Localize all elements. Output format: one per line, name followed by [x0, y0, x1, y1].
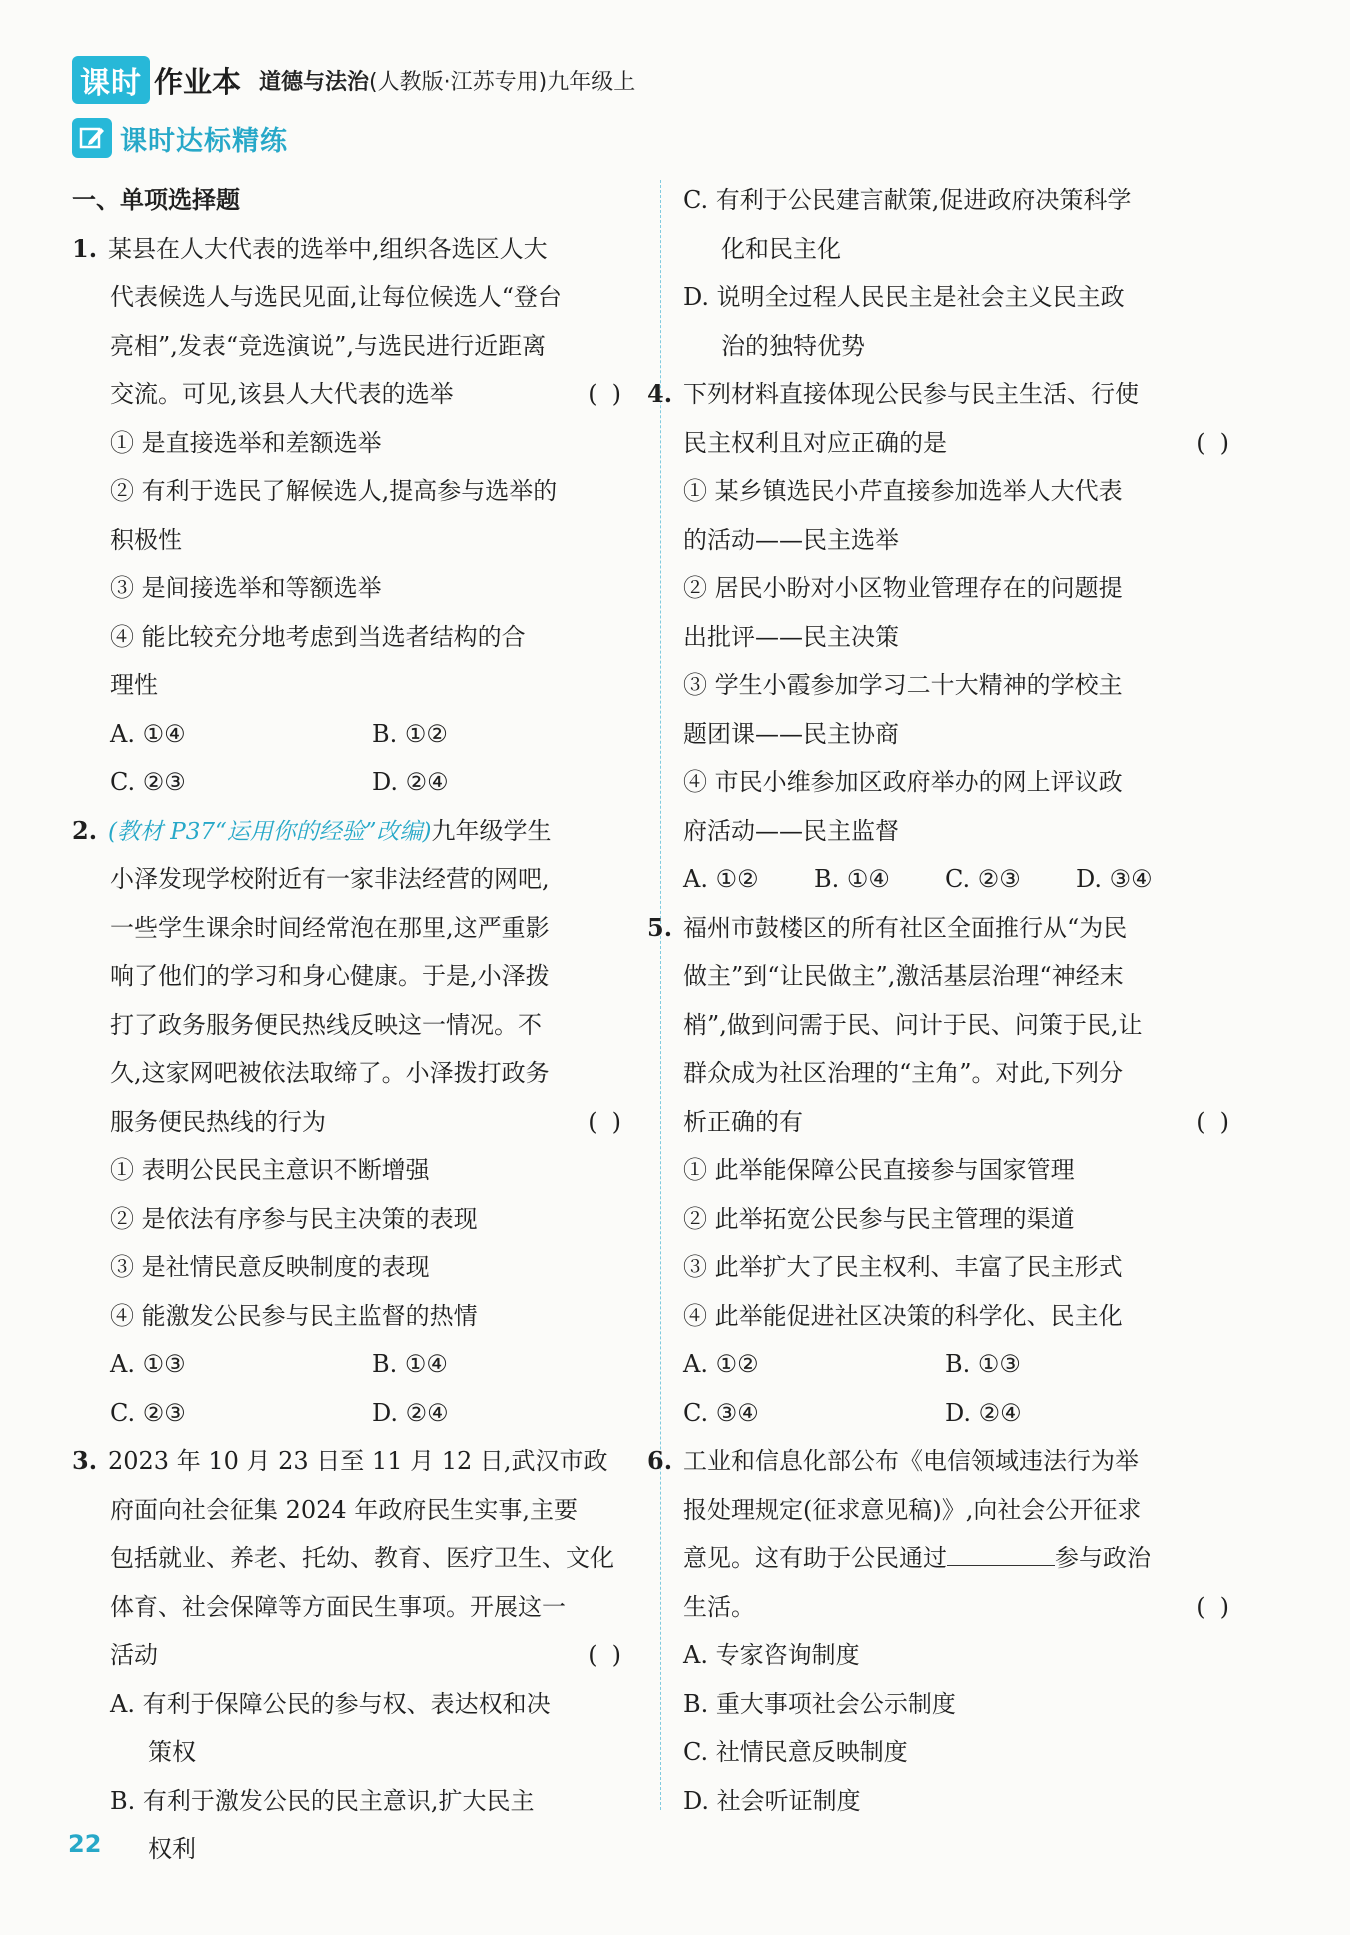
question-stem: 包括就业、养老、托幼、教育、医疗卫生、文化 [110, 1544, 614, 1572]
question-number: 4. [647, 379, 673, 408]
question-number: 5. [647, 912, 673, 942]
question-stem: 体育、社会保障等方面民生事项。开展这一 [110, 1592, 566, 1621]
statement-item: ② 此举拓宽公民参与民主管理的渠道 [683, 1204, 1075, 1233]
question-stem: 群众成为社区治理的“主角”。对此,下列分 [683, 1059, 1124, 1087]
question-number: 3. [72, 1446, 98, 1475]
subject-detail: (人教版·江苏专用)九年级上 [369, 69, 636, 95]
option-a[interactable]: A. ①③ [110, 1350, 186, 1378]
option-a[interactable]: A. 专家咨询制度 [683, 1641, 860, 1669]
answer-paren[interactable]: () [588, 380, 635, 408]
option-d[interactable]: D. ②④ [945, 1398, 1022, 1427]
question-stem: 小泽发现学校附近有一家非法经营的网吧, [110, 865, 550, 893]
question-5 [647, 904, 1243, 1438]
option-b[interactable]: B. 有利于激发公民的民主意识,扩大民主 [110, 1786, 535, 1815]
question-stem: 代表候选人与选民见面,让每位候选人“登台 [110, 283, 562, 311]
option-d[interactable]: D. ②④ [372, 768, 449, 796]
question-stem: 梢”,做到问需于民、问计于民、问策于民,让 [683, 1010, 1143, 1039]
question-stem: 参与政治 [1055, 1544, 1151, 1572]
question-stem: 久,这家网吧被依法取缔了。小泽拨打政务 [110, 1059, 550, 1087]
option-a[interactable]: A. 有利于保障公民的参与权、表达权和决 [110, 1689, 551, 1718]
section-title: 课时达标精练 [120, 125, 288, 157]
question-stem: 某县在人大代表的选举中,组织各选区人大 [108, 234, 548, 263]
question-stem: 九年级学生 [431, 816, 552, 845]
answer-paren[interactable]: () [588, 1641, 635, 1669]
statement-item: ④ 能比较充分地考虑到当选者结构的合 [110, 622, 526, 651]
section-banner [72, 116, 288, 160]
fill-blank[interactable] [947, 1539, 1055, 1566]
question-stem: 工业和信息化部公布《电信领域违法行为举 [683, 1447, 1139, 1475]
page-number: 22 [68, 1830, 102, 1858]
question-stem: 福州市鼓楼区的所有社区全面推行从“为民 [683, 913, 1128, 942]
option-a-cont[interactable]: 策权 [148, 1738, 196, 1766]
statement-item: ③ 学生小霞参加学习二十大精神的学校主 [683, 671, 1123, 699]
question-stem: 析正确的有 [683, 1107, 803, 1136]
statement-item: 题团课——民主协商 [683, 719, 899, 748]
option-b[interactable]: B. 重大事项社会公示制度 [683, 1689, 956, 1718]
logo-box: 课时 [72, 56, 150, 104]
statement-item: ① 某乡镇选民小芹直接参加选举人大代表 [683, 477, 1123, 505]
option-d-cont[interactable]: 治的独特优势 [721, 331, 865, 360]
option-c[interactable]: C. 社情民意反映制度 [683, 1738, 908, 1766]
option-d[interactable]: D. ③④ [1076, 865, 1153, 893]
statement-item: ① 是直接选举和差额选举 [110, 428, 382, 457]
question-2 [72, 807, 635, 1438]
option-c[interactable]: C. ②③ [110, 768, 186, 796]
option-b[interactable]: B. ①③ [945, 1350, 1021, 1378]
option-a[interactable]: A. ①② [683, 865, 759, 893]
book-header [72, 56, 635, 104]
answer-paren[interactable]: () [1196, 428, 1243, 457]
question-stem: 服务便民热线的行为 [110, 1107, 326, 1136]
option-c-cont[interactable]: 化和民主化 [721, 234, 841, 263]
question-6 [647, 1437, 1243, 1825]
option-a[interactable]: A. ①② [683, 1350, 759, 1378]
question-stem: 活动 [110, 1641, 158, 1669]
pencil-edit-icon [72, 118, 112, 158]
statement-item: ③ 是间接选举和等额选举 [110, 574, 382, 602]
question-source: (教材 P37“运用你的经验”改编) [108, 818, 432, 845]
right-column [647, 176, 1243, 1825]
question-1 [72, 225, 635, 807]
question-stem: 做主”到“让民做主”,激活基层治理“神经末 [683, 962, 1124, 990]
option-b[interactable]: B. ①④ [814, 865, 890, 893]
statement-item: ③ 是社情民意反映制度的表现 [110, 1253, 430, 1281]
option-b[interactable]: B. ①② [372, 719, 448, 748]
question-stem: 生活。 [683, 1592, 755, 1621]
statement-item: 的活动——民主选举 [683, 525, 899, 554]
question-stem: 2023 年 10 月 23 日至 11 月 12 日,武汉市政 [108, 1447, 608, 1475]
question-number: 6. [647, 1446, 673, 1475]
statement-item: ① 表明公民民主意识不断增强 [110, 1156, 430, 1184]
statement-item: ① 此举能保障公民直接参与国家管理 [683, 1156, 1075, 1184]
question-stem: 下列材料直接体现公民参与民主生活、行使 [683, 380, 1139, 408]
question-number: 1. [72, 233, 98, 263]
question-3 [72, 1437, 635, 1874]
question-stem: 府面向社会征集 2024 年政府民生实事,主要 [110, 1495, 578, 1524]
option-b[interactable]: B. ①④ [372, 1350, 448, 1378]
option-d[interactable]: D. 社会听证制度 [683, 1786, 861, 1815]
statement-item: ④ 能激发公民参与民主监督的热情 [110, 1301, 478, 1330]
statement-item: ② 是依法有序参与民主决策的表现 [110, 1204, 478, 1233]
answer-paren[interactable]: () [588, 1107, 635, 1136]
question-stem: 意见。这有助于公民通过 [683, 1544, 947, 1572]
question-stem: 报处理规定(征求意见稿)》,向社会公开征求 [683, 1495, 1142, 1524]
statement-item: 出批评——民主决策 [683, 622, 899, 651]
answer-paren[interactable]: () [1196, 1107, 1243, 1136]
option-c[interactable]: C. 有利于公民建言献策,促进政府决策科学 [683, 186, 1132, 214]
left-column [72, 176, 635, 1874]
question-3-continued [683, 176, 1243, 370]
option-a[interactable]: A. ①④ [110, 719, 186, 748]
logo-text: 作业本 [154, 64, 242, 99]
option-b-cont[interactable]: 权利 [148, 1835, 196, 1863]
question-stem: 一些学生课余时间经常泡在那里,这严重影 [110, 913, 550, 942]
column-divider [660, 180, 661, 1810]
question-number: 2. [72, 815, 98, 845]
option-d[interactable]: D. 说明全过程人民民主是社会主义民主政 [683, 283, 1125, 311]
statement-item: ② 居民小盼对小区物业管理存在的问题提 [683, 574, 1123, 602]
option-d[interactable]: D. ②④ [372, 1398, 449, 1427]
answer-paren[interactable]: () [1196, 1592, 1243, 1621]
statement-item: ③ 此举扩大了民主权利、丰富了民主形式 [683, 1253, 1123, 1281]
statement-item: ④ 此举能促进社区决策的科学化、民主化 [683, 1301, 1123, 1330]
question-stem: 响了他们的学习和身心健康。于是,小泽拨 [110, 962, 550, 990]
question-stem: 交流。可见,该县人大代表的选举 [110, 380, 454, 408]
question-stem: 民主权利且对应正确的是 [683, 428, 947, 457]
statement-item: 理性 [110, 671, 158, 699]
statement-item: ② 有利于选民了解候选人,提高参与选举的 [110, 477, 558, 505]
option-c[interactable]: C. ②③ [110, 1398, 186, 1427]
option-c[interactable]: C. ②③ [945, 865, 1021, 893]
statement-item: 积极性 [110, 525, 182, 554]
statement-item: 府活动——民主监督 [683, 816, 899, 845]
question-stem: 打了政务服务便民热线反映这一情况。不 [110, 1010, 542, 1039]
option-c[interactable]: C. ③④ [683, 1398, 759, 1427]
part-heading: 一、单项选择题 [72, 186, 240, 214]
subject-title: 道德与法治 [259, 69, 370, 95]
question-4 [647, 370, 1243, 904]
statement-item: ④ 市民小维参加区政府举办的网上评议政 [683, 768, 1123, 796]
question-stem: 亮相”,发表“竞选演说”,与选民进行近距离 [110, 331, 547, 360]
